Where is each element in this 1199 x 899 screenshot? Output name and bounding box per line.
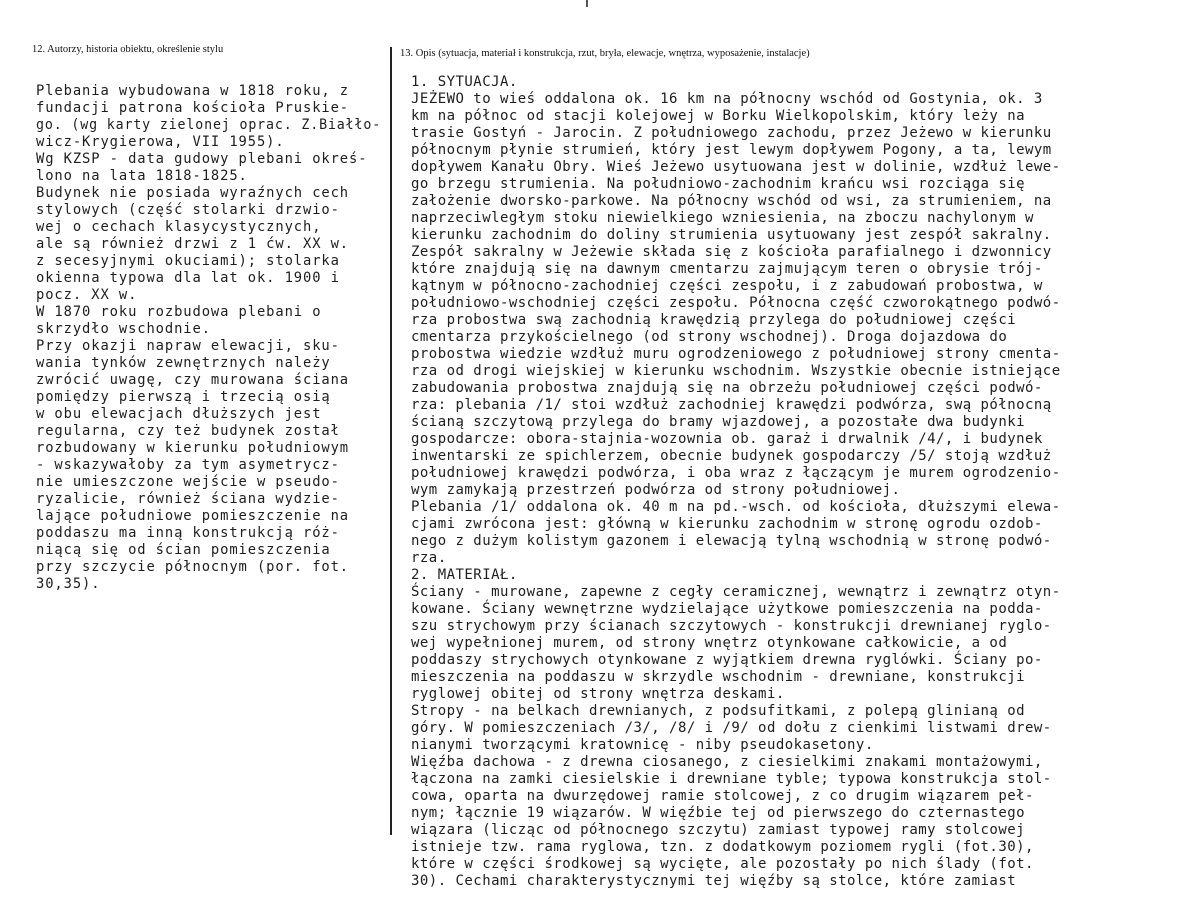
description-text-line: inwentarski ze spichlerzem, obecnie budynek gospodarczy /5/ stoją wzdłuż [411,448,1052,464]
history-text-line: - wskazywałoby za tym asymetrycz- [36,457,340,473]
history-text-line: zwrócić uwagę, czy murowana ściana [36,372,350,388]
history-text-line: przy szczycie północnym (por. fot. [36,559,350,575]
history-text-line: fundacji patrona kościoła Pruskie- [36,100,350,116]
history-text-line: okienna typowa dla lat ok. 1900 i [36,270,340,286]
description-text-line: kowane. Ściany wewnętrzne wydzielające użytkowe pomieszczenia na podda- [411,601,1043,617]
description-text-line: rza. [411,550,447,566]
description-text-line: nego z dużym kolistym gazonem i elewacją tylną wschodnią w stronę podwó- [411,533,1052,549]
description-text-line: 2. MATERIAŁ. [411,567,518,583]
description-text-line: dopływem Kanału Obry. Wieś Jeżewo usytuowana jest w dolinie, wzdłuż lewe- [411,159,1061,175]
description-text-line: trasie Gostyń - Jarocin. Z południowego zachodu, przez Jeżewo w kierunku [411,125,1052,141]
description-text-line: JEŻEWO to wieś oddalona ok. 16 km na północny wschód od Gostynia, ok. 3 [411,91,1043,107]
description-text-line: łączona na zamki ciesielskie i drewniane tyble; typowa konstrukcja stol- [411,771,1052,787]
description-text-line: rza: plebania /1/ stoi wzdłuż zachodniej krawędzi podwórza, swą północną [411,397,1052,413]
history-text-line: lające południowe pomieszczenie na [36,508,350,524]
section-13-heading: 13. Opis (sytuacja, materiał i konstrukcja, rzut, bryła, elewacje, wnętrza, wyposażenie, instalacje) [400,48,810,59]
description-text-line: probostwa wiedzie wzdłuż muru ogrodzeniowego z południowej strony cmenta- [411,346,1061,362]
description-text-line: które w części środkowej są wycięte, ale pozostały po nich ślady (fot. [411,856,1034,872]
description-text-line: cowa, oparta na dwurzędowej ramie stolcowej, z co drugim wiązarem peł- [411,788,1034,804]
description-text-line: Stropy - na belkach drewnianych, z podsufitkami, z polepą glinianą od [411,703,1026,719]
history-text-line: lono na lata 1818-1825. [36,168,248,184]
history-text-line: poddaszu ma inną konstrukcją róż- [36,525,340,541]
description-text-line: Zespół sakralny w Jeżewie składa się z kościoła parafialnego i dzwonnicy [411,244,1052,260]
description-text-line: Więźba dachowa - z drewna ciosanego, z ciesielkimi znakami montażowymi, [411,754,1043,770]
description-text-line: nianymi tworzącymi kratownicę - niby pseudokasetony. [411,737,874,753]
history-text-line: ryzalicie, również ściana wydzie- [36,491,340,507]
history-text-line: Plebania wybudowana w 1818 roku, z [36,83,350,99]
history-text-line: 30,35). [36,576,101,592]
description-text-line: poddaszy strychowych otynkowane z wyjątkiem drewna ryglówki. Ściany po- [411,652,1043,668]
description-text-line: które znajdują się na dawnym cmentarzu zajmującym teren o obrysie trój- [411,261,1043,277]
description-text-line: cjami zwrócona jest: główną w kierunku zachodnim w stronę ogrodu ozdob- [411,516,1043,532]
history-text-line: stylowych (część stolarki drzwio- [36,202,340,218]
description-text-line: cmentarza przykościelnego (od strony wschodnej). Droga dojazdowa do [411,329,1008,345]
history-text-line: skrzydło wschodnie. [36,321,211,337]
description-text-line: wiązara (licząc od północnego szczytu) zamiast typowej ramy stolcowej [411,822,1026,838]
description-text-line: szu strychowym przy ścianach szczytowych - konstrukcji drewnianej ryglo- [411,618,1052,634]
description-text-line: południowo-wschodniej części zespołu. Północna część czworokątnego podwó- [411,295,1061,311]
history-text-line: w obu elewacjach dłuższych jest [36,406,322,422]
history-text-line: pocz. XX w. [36,287,138,303]
history-text-line: ale są również drzwi z 1 ćw. XX w. [36,236,350,252]
description-text-line: mieszczenia na poddaszu w skrzydle wschodnim - drewniane, konstrukcji [411,669,1026,685]
history-text-line: z secesyjnymi okuciami); stolarka [36,253,340,269]
description-text-line: gospodarcze: obora-stajnia-wozownia ob. garaż i drwalnik /4/, i budynek [411,431,1043,447]
history-text-line: wania tynków zewnętrznych należy [36,355,331,371]
description-text-line: północnym płynie strumień, który jest lewym dopływem Pogony, a ta, lewym [411,142,1052,158]
history-text-column [36,83,395,593]
description-text-line: kierunku zachodnim do doliny strumienia usytuowany jest zespół sakralny. [411,227,1052,243]
history-text-line: wicz-Krygierowa, VII 1955). [36,134,285,150]
history-text-line: Przy okazji napraw elewacji, sku- [36,338,340,354]
history-text-line: Wg KZSP - data gudowy plebani okreś- [36,151,368,167]
history-text-line: regularna, czy też budynek został [36,423,340,439]
history-text-line: nie umieszczone wejście w pseudo- [36,474,340,490]
description-text-line: 30). Cechami charakterystycznymi tej więźby są stolce, które zamiast [411,873,1017,889]
history-text-line: Budynek nie posiada wyraźnych cech [36,185,350,201]
history-text-line: go. (wg karty zielonej oprac. Z.Białło- [36,117,382,133]
description-text-line: go brzegu strumienia. Na południowo-zachodnim krańcu wsi rozciąga się [411,176,1026,192]
history-text-line: wej o cechach klasycystycznych, [36,219,322,235]
description-text-line: zabudowania probostwa znajdują się na obrzeżu południowej części podwó- [411,380,1043,396]
description-text-line: naprzeciwległym stoku niewielkiego wzniesienia, na zboczu nachylonym w [411,210,1034,226]
description-text-line: Ściany - murowane, zapewne z cegły ceramicznej, wewnątrz i zewnątrz otyn- [411,584,1061,600]
description-text-line: rza probostwa swą zachodnią krawędzią przylega do południowej części [411,312,1017,328]
description-text-line: istnieje tzw. rama ryglowa, tzn. z dodatkowym poziomem rygli (fot.30), [411,839,1034,855]
description-text-line: ryglowej obitej od strony wnętrza deskami. [411,686,785,702]
description-text-line: kątnym w północno-zachodniej części zespołu, i z zabudowań probostwa, w [411,278,1043,294]
history-text-line: niącą się od ścian pomieszczenia [36,542,331,558]
description-text-line: południowej krawędzi podwórza, i oba wraz z łączącym je murem ogrodzenio- [411,465,1061,481]
description-text-line: ścianą szczytową przylega do bramy wjazdowej, a pozostałe dwa budynki [411,414,1026,430]
history-text-line: W 1870 roku rozbudowa plebani o [36,304,322,320]
description-text-line: km na północ od stacji kolejowej w Borku Wielkopolskim, który leży na [411,108,1026,124]
description-text-line: założenie dworsko-parkowe. Na północny wschód od wsi, za strumieniem, na [411,193,1052,209]
scan-mark [586,0,588,7]
description-text-line: nym; łącznie 19 wiązarów. W więźbie tej od pierwszego do czternastego [411,805,1026,821]
history-text-line: pomiędzy pierwszą i trzecią osią [36,389,331,405]
history-text-line: rozbudowany w kierunku południowym [36,440,350,456]
description-text-line: Plebania /1/ oddalona ok. 40 m na pd.-wsch. od kościoła, dłuższymi elewa- [411,499,1061,515]
description-text-line: 1. SYTUACJA. [411,74,518,90]
description-text-column [411,74,1061,890]
description-text-line: góry. W pomieszczeniach /3/, /8/ i /9/ od dołu z cienkimi listwami drew- [411,720,1052,736]
description-text-line: wym zamykają przestrzeń podwórza od strony południowej. [411,482,901,498]
section-12-heading: 12. Autorzy, historia obiektu, określenie stylu [32,44,224,55]
description-text-line: rza od drogi wiejskiej w kierunku wschodnim. Wszystkie obecnie istniejące [411,363,1061,379]
description-text-line: wej wypełnionej murem, od strony wnętrz otynkowane całkowicie, a od [411,635,1008,651]
